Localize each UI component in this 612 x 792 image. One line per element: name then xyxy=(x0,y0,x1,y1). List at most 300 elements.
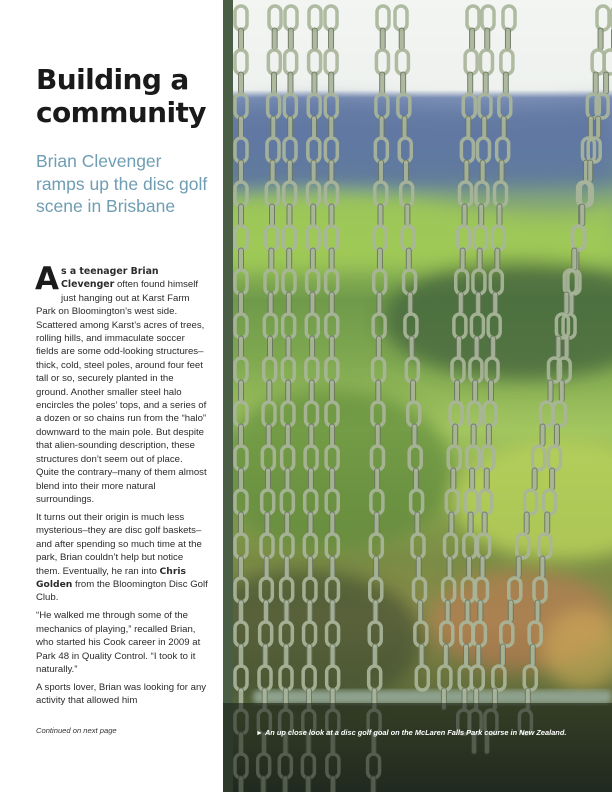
chain-link xyxy=(482,446,494,470)
chain-link xyxy=(374,556,379,578)
drop-cap: A xyxy=(35,261,59,297)
chain-link xyxy=(500,644,505,666)
chain-link xyxy=(476,644,481,666)
chain-link xyxy=(285,6,297,30)
chain-link xyxy=(264,314,276,338)
chain-link xyxy=(267,380,272,402)
chain-link xyxy=(370,578,382,602)
chain-link xyxy=(572,248,577,270)
chain-link xyxy=(416,666,428,690)
chain-link xyxy=(376,380,381,402)
chain-link xyxy=(306,314,318,338)
chain-link xyxy=(307,270,319,294)
chain-link xyxy=(532,468,537,490)
chain-link xyxy=(325,138,337,162)
chain-link xyxy=(239,248,244,270)
chain-link xyxy=(284,138,296,162)
chain-link xyxy=(285,468,290,490)
chain-link xyxy=(310,248,315,270)
chain-link xyxy=(239,424,244,446)
chain-link xyxy=(281,534,293,558)
paragraph-1-text: often found himself just hanging out at Karst Farm Park on Bloomington’s west side. Scattered among Karst’s acres of trees, rolling hills, and immaculate soccer fields are some odd-looking structures–thick, cold, steel poles, around four feet tall or so, securely planted in the ground. Another smaller steel halo encircles the poles’ tops, and a series of a dozen or so chains run from the “halo” downward to the main pole. But despite that alien-sounding description, these structures don’t seem out of place. Quite the contrary–many of them almost blend into their more natural surroundings. xyxy=(36,279,207,505)
chain-link xyxy=(309,6,321,30)
chain-link xyxy=(266,424,271,446)
chain-link xyxy=(533,446,545,470)
chain-link xyxy=(373,314,385,338)
chain-link xyxy=(330,600,335,622)
chain-link xyxy=(486,358,498,382)
chain-link xyxy=(326,270,338,294)
chain-link xyxy=(464,644,469,666)
chain-link xyxy=(517,534,529,558)
chain-link xyxy=(415,512,420,534)
chain-link xyxy=(412,424,417,446)
chain-link xyxy=(285,512,290,534)
chain-link xyxy=(588,116,593,138)
chain-link xyxy=(499,160,504,182)
chain-link xyxy=(535,600,540,622)
chain-link xyxy=(330,556,335,578)
chain-link xyxy=(329,116,334,138)
chain-link xyxy=(235,314,247,338)
chain-link xyxy=(283,314,295,338)
chain-link xyxy=(288,72,293,94)
chain-link xyxy=(372,402,384,426)
chain-link xyxy=(308,468,313,490)
chain-link xyxy=(329,160,334,182)
chain-link xyxy=(488,314,500,338)
chain-link xyxy=(268,336,273,358)
chain-link xyxy=(306,402,318,426)
chain-link xyxy=(310,336,315,358)
chain-link xyxy=(478,534,490,558)
chain-link xyxy=(534,578,546,602)
chain-link xyxy=(445,534,457,558)
chain-link xyxy=(447,556,452,578)
chain-link xyxy=(476,292,481,314)
chain-link xyxy=(235,358,247,382)
chain-link xyxy=(459,666,471,690)
chain-link xyxy=(455,380,460,402)
chain-link xyxy=(524,512,529,534)
chain-link xyxy=(310,292,315,314)
chain-link xyxy=(468,72,473,94)
chain-link xyxy=(272,72,277,94)
chain-link xyxy=(374,270,386,294)
chain-link xyxy=(270,204,275,226)
chain-link xyxy=(235,226,247,250)
chain-link xyxy=(451,468,456,490)
chain-link xyxy=(462,578,474,602)
chain-link xyxy=(239,336,244,358)
chain-link xyxy=(369,666,381,690)
chain-link xyxy=(439,666,451,690)
chain-link xyxy=(260,578,272,602)
chain-link xyxy=(418,600,423,622)
chain-link xyxy=(489,380,494,402)
paragraph-2-start: It turns out their origin is much less mysterious–they are disc golf baskets–and after spending so much time at the park, Brian couldn’t help but notice them. Eventually, he ran into xyxy=(36,511,202,577)
chain-link xyxy=(456,336,461,358)
chain-link xyxy=(501,116,506,138)
chain-link xyxy=(284,600,289,622)
chain-link xyxy=(399,138,411,162)
chain-link xyxy=(268,292,273,314)
chain-link xyxy=(267,138,279,162)
chain-link xyxy=(285,424,290,446)
chain-link xyxy=(259,666,271,690)
article-deck: Brian Clevenger ramps up the disc golf scene in Brisbane xyxy=(36,151,208,216)
chain-link xyxy=(239,292,244,314)
caption-arrow-icon: ► xyxy=(256,730,263,737)
chain xyxy=(325,6,339,792)
body-paragraph-2 xyxy=(36,511,208,605)
chain-link xyxy=(401,182,413,206)
chain xyxy=(258,6,281,792)
chain-link xyxy=(604,50,612,74)
chain-link xyxy=(312,116,317,138)
chain-link xyxy=(262,490,274,514)
chain-link xyxy=(553,402,565,426)
chain-link xyxy=(449,512,454,534)
chain xyxy=(302,6,321,792)
chain-link xyxy=(508,600,513,622)
chains-layer xyxy=(223,0,612,792)
chain-link xyxy=(311,204,316,226)
chain-link xyxy=(266,468,271,490)
chain-link xyxy=(413,578,425,602)
chain-link xyxy=(268,94,280,118)
chain-link xyxy=(471,666,483,690)
chain-link xyxy=(462,204,467,226)
chain-link xyxy=(505,28,510,50)
chain-link xyxy=(329,248,334,270)
chain-link xyxy=(330,468,335,490)
chain-link xyxy=(485,28,490,50)
chain-link xyxy=(280,666,292,690)
chain-link xyxy=(272,28,277,50)
chain-link xyxy=(372,644,377,666)
chain-link xyxy=(308,138,320,162)
chain-link xyxy=(473,380,478,402)
body-paragraph-4: A sports lover, Brian was looking for any activity that allowed him xyxy=(36,681,207,707)
chain-link xyxy=(376,50,388,74)
chain-link xyxy=(308,94,320,118)
chain-link xyxy=(378,204,383,226)
chain-link xyxy=(499,94,511,118)
chain-link xyxy=(480,160,485,182)
chain-link xyxy=(284,94,296,118)
chain-link xyxy=(467,556,472,578)
chain-link xyxy=(559,380,564,402)
chain-link xyxy=(482,6,494,30)
chain-link xyxy=(490,270,502,294)
chain-link xyxy=(604,72,609,94)
chain-link xyxy=(380,28,385,50)
chain-link xyxy=(239,28,244,50)
chain-link xyxy=(441,622,453,646)
chain-link xyxy=(375,138,387,162)
chain-link xyxy=(402,116,407,138)
chain-link xyxy=(486,424,491,446)
chain-link xyxy=(239,204,244,226)
chain-link xyxy=(501,50,513,74)
chain-link xyxy=(509,578,521,602)
paragraph-2-end: from the Bloomington Disc Golf Club. xyxy=(36,578,208,604)
chain-link xyxy=(396,50,408,74)
chain xyxy=(395,6,428,690)
chain-link xyxy=(501,622,513,646)
chain-link xyxy=(235,402,247,426)
chain-link xyxy=(483,72,488,94)
chain-link xyxy=(540,556,545,578)
chain-link xyxy=(479,204,484,226)
chain-link xyxy=(461,622,473,646)
chain-link xyxy=(235,534,247,558)
chain-link xyxy=(268,50,280,74)
chain-link xyxy=(548,380,553,402)
chain xyxy=(235,6,247,792)
chain-link xyxy=(283,270,295,294)
chain-link xyxy=(374,512,379,534)
chain-link xyxy=(478,600,483,622)
chain-link xyxy=(464,160,469,182)
chain-link xyxy=(312,28,317,50)
chain-link xyxy=(413,468,418,490)
chain-link xyxy=(445,600,450,622)
chain-link xyxy=(282,358,294,382)
chain-link xyxy=(326,358,338,382)
name-chris-golden: Chris Golden xyxy=(36,565,186,590)
chain-link xyxy=(402,226,414,250)
chain-link xyxy=(269,248,274,270)
chain-link xyxy=(443,578,455,602)
chain-link xyxy=(284,182,296,206)
chain-link xyxy=(473,270,485,294)
chain-link xyxy=(453,424,458,446)
chain-link xyxy=(467,6,479,30)
chain-link xyxy=(239,512,244,534)
chain-link xyxy=(239,160,244,182)
chain-link xyxy=(491,336,496,358)
chain-link xyxy=(329,204,334,226)
chain-link xyxy=(239,468,244,490)
caption-band xyxy=(223,703,612,792)
chain-link xyxy=(482,116,487,138)
lead-in: s a teenager Brian Clevenger xyxy=(61,266,159,291)
chain-link xyxy=(329,292,334,314)
chain-link xyxy=(465,50,477,74)
chain-link xyxy=(466,116,471,138)
chain-link xyxy=(470,468,475,490)
chain-link xyxy=(412,534,424,558)
chain-link xyxy=(266,226,278,250)
chain-link xyxy=(239,556,244,578)
chain-link xyxy=(419,644,424,666)
chain-link xyxy=(306,358,318,382)
chain-link xyxy=(460,182,472,206)
chain-link xyxy=(329,380,334,402)
chain-link xyxy=(458,226,470,250)
chain-link xyxy=(281,490,293,514)
chain-link xyxy=(280,622,292,646)
chain-link xyxy=(264,556,269,578)
chain-link xyxy=(287,160,292,182)
chain-link xyxy=(235,138,247,162)
chain-link xyxy=(307,600,312,622)
chain-link xyxy=(330,424,335,446)
chain-link xyxy=(262,446,274,470)
chain-link xyxy=(408,292,413,314)
chain-link xyxy=(286,292,291,314)
chain-link xyxy=(375,424,380,446)
continued-note: Continued on next page xyxy=(36,726,117,735)
body-paragraph-3: “He walked me through some of the mechanics of playing,” recalled Brian, who started his Cook career in 2009 at Park 48 in Quality Control. “I took to it naturally.” xyxy=(36,610,201,675)
chain-link xyxy=(307,182,319,206)
chain-link xyxy=(307,644,312,666)
chain-link xyxy=(307,226,319,250)
chain-link xyxy=(264,358,276,382)
chain-link xyxy=(475,578,487,602)
chain-link xyxy=(550,468,555,490)
chain-link xyxy=(503,72,508,94)
chain-link xyxy=(411,380,416,402)
chain-link xyxy=(471,314,483,338)
chain-link xyxy=(265,270,277,294)
chain-link xyxy=(399,28,404,50)
chain-link xyxy=(330,644,335,666)
chain-link xyxy=(458,292,463,314)
chain-link xyxy=(326,314,338,338)
chain-link xyxy=(493,292,498,314)
chain-link xyxy=(415,622,427,646)
chain-link xyxy=(235,50,247,74)
chain-link xyxy=(465,600,470,622)
chain-link xyxy=(308,556,313,578)
chain-link xyxy=(235,94,247,118)
chain-link xyxy=(377,292,382,314)
chain-link xyxy=(270,160,275,182)
chain-link xyxy=(325,6,337,30)
chain-link xyxy=(326,578,338,602)
chain-link xyxy=(516,556,521,578)
chain-link xyxy=(554,424,559,446)
chain-link xyxy=(454,314,466,338)
chain-link xyxy=(497,204,502,226)
chain-link xyxy=(329,28,334,50)
chain-link xyxy=(398,94,410,118)
chain-link xyxy=(235,666,247,690)
chain-link xyxy=(235,182,247,206)
chain-link xyxy=(235,578,247,602)
chain-link xyxy=(541,402,553,426)
chain-link xyxy=(288,28,293,50)
chain-link xyxy=(260,622,272,646)
chain-link xyxy=(305,490,317,514)
article-headline: Building a community xyxy=(36,63,206,129)
chain-link xyxy=(495,248,500,270)
chain-link xyxy=(497,138,509,162)
chain-link xyxy=(286,336,291,358)
chain-link xyxy=(549,446,561,470)
chain-link xyxy=(411,490,423,514)
chain-link xyxy=(282,446,294,470)
chain-link xyxy=(376,94,388,118)
chain-link xyxy=(326,402,338,426)
chain-link xyxy=(239,644,244,666)
chain-link xyxy=(471,424,476,446)
chain-link xyxy=(545,512,550,534)
chain-link xyxy=(327,622,339,646)
chain-link xyxy=(266,182,278,206)
chain-link xyxy=(373,358,385,382)
chain-link xyxy=(325,182,337,206)
chain-link xyxy=(484,468,489,490)
chain-link xyxy=(480,490,492,514)
chain-link xyxy=(443,644,448,666)
chain-link xyxy=(326,490,338,514)
chain-link xyxy=(311,160,316,182)
chain-link xyxy=(326,534,338,558)
chain-link xyxy=(379,116,384,138)
chain-link xyxy=(464,534,476,558)
chain-link xyxy=(403,160,408,182)
chain-link xyxy=(588,160,593,182)
chain-link xyxy=(477,248,482,270)
chain-link xyxy=(492,226,504,250)
chain-link xyxy=(282,402,294,426)
chain-link xyxy=(503,6,515,30)
chain-link xyxy=(460,248,465,270)
chain-link xyxy=(580,204,585,226)
chain-link xyxy=(564,292,569,314)
chain-link xyxy=(330,512,335,534)
chain-link xyxy=(329,72,334,94)
chain-link xyxy=(406,248,411,270)
chain-link xyxy=(405,314,417,338)
caption-text: An up close look at a disc golf goal on the McLaren Falls Park course in New Zealand. xyxy=(264,728,567,737)
chain-link xyxy=(326,226,338,250)
chain-link xyxy=(416,556,421,578)
chain-link xyxy=(480,50,492,74)
chain-link xyxy=(540,424,545,446)
chain xyxy=(368,6,389,792)
chain-link xyxy=(598,28,603,50)
chain-link xyxy=(474,226,486,250)
chain-link xyxy=(327,666,339,690)
chain-link xyxy=(239,380,244,402)
chain-link xyxy=(544,490,556,514)
chain-link xyxy=(281,578,293,602)
chain-link xyxy=(263,644,268,666)
chain-link xyxy=(556,336,561,358)
chain-link xyxy=(303,666,315,690)
chain-link xyxy=(379,160,384,182)
chain-link xyxy=(450,402,462,426)
chain-link xyxy=(409,336,414,358)
chain-link xyxy=(405,204,410,226)
article-column xyxy=(36,0,208,792)
chain-link xyxy=(401,72,406,94)
chain-link xyxy=(408,402,420,426)
chain-link xyxy=(284,556,289,578)
chain-link xyxy=(373,600,378,622)
chain-link xyxy=(474,336,479,358)
chain-link xyxy=(235,270,247,294)
chain-link xyxy=(477,138,489,162)
chain-link xyxy=(287,204,292,226)
chain-link xyxy=(285,50,297,74)
chain-link xyxy=(376,336,381,358)
